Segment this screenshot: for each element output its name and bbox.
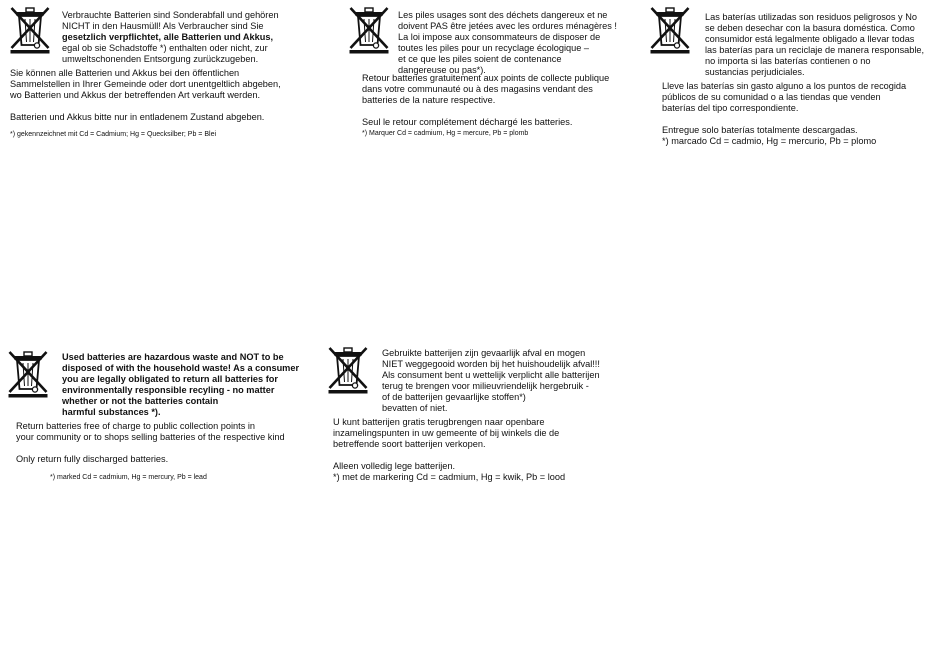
intro-line: harmful substances *). [62,407,161,417]
body-line: Sie können alle Batterien und Akkus bei den öffentlichen [10,68,240,78]
intro-line: Als consument bent u wettelijk verplicht alle batterijen [382,370,600,380]
body-line: Return batteries free of charge to public collection points in [16,421,256,431]
crossed-out-wheelie-bin-icon [8,350,48,398]
intro-line: consumidor está legalmente obligado a llevar todas [705,34,915,44]
intro-line: sustancias perjudiciales. [705,67,805,77]
intro-line: NICHT in den Hausmüll! Als Verbraucher sind Sie [62,21,264,31]
intro-line: umweltschonenden Entsorgung zurückzugeben. [62,54,259,64]
footnote: *) met de markering Cd = cadmium, Hg = kwik, Pb = lood [333,472,566,482]
body-line: wo Batterien und Akkus der betreffenden Art verkauft werden. [10,90,261,100]
body-line: batteries de la nature respective. [362,95,496,105]
intro-line: Gebruikte batterijen zijn gevaarlijk afval en mogen [382,348,586,358]
body-line: Retour batteries gratuitement aux points de collecte publique [362,73,610,83]
crossed-out-wheelie-bin-icon [349,6,389,54]
intro-line: NIET weggegooid worden bij het huishoudelijk afval!!! [382,359,600,369]
intro-line: no importa si las baterías contienen o no [705,56,871,66]
crossed-out-wheelie-bin-icon [10,6,50,54]
intro-line: toutes les piles pour un recyclage écologique – [398,43,590,53]
discharged-note: Entregue solo baterías totalmente descargadas. [662,125,858,135]
intro-line: Used batteries are hazardous waste and NOT to be [62,352,284,362]
intro-line: egal ob sie Schadstoffe *) enthalten oder nicht, zur [62,43,268,53]
crossed-out-wheelie-bin-icon [328,346,368,394]
footnote: *) marcado Cd = cadmio, Hg = mercurio, Pb = plomo [662,136,877,146]
intro-line: se deben desechar con la basura doméstica. Como [705,23,915,33]
intro-line: doivent PAS être jetées avec les ordures ménagères ! [398,21,617,31]
body-line: baterías del tipo correspondiente. [662,103,799,113]
crossed-out-wheelie-bin-icon [650,6,690,54]
discharged-note: Seul le retour complétement déchargé les batteries. [362,117,573,127]
discharged-note: Alleen volledig lege batterijen. [333,461,456,471]
intro-line: et ce que les piles soient de contenance [398,54,562,64]
body-line: dans votre communauté ou à des magasins vendant des [362,84,593,94]
intro-line: disposed of with the household waste! As a consumer [62,363,300,373]
body-line: your community or to shops selling batteries of the respective kind [16,432,285,442]
intro-line: Les piles usages sont des déchets dangereux et ne [398,10,608,20]
intro-line: you are legally obligated to return all batteries for [62,374,278,384]
intro-line: of de batterijen gevaarlijke stoffen*) [382,392,526,402]
footnote: *) Marquer Cd = cadmium, Hg = mercure, Pb = plomb [362,130,529,137]
discharged-note: Only return fully discharged batteries. [16,454,169,464]
intro-line: gesetzlich verpflichtet, alle Batterien und Akkus, [62,32,274,42]
intro-line: Las baterías utilizadas son residuos peligrosos y No [705,12,917,22]
body-line: Sammelstellen in Ihrer Gemeinde oder dort unentgeltlich abgeben, [10,79,281,89]
body-line: U kunt batterijen gratis terugbrengen naar openbare [333,417,545,427]
footnote: *) gekennzeichnet mit Cd = Cadmium; Hg = Quecksilber; Pb = Blei [10,131,217,138]
intro-line: terug te brengen voor milieuvriendelijk hergebruik - [382,381,589,391]
intro-line: La loi impose aux consommateurs de disposer de [398,32,601,42]
intro-line: environmentally responsible recyling - no matter [62,385,275,395]
intro-line: bevatten of niet. [382,403,448,413]
body-line: públicos de su comunidad o a las tiendas que venden [662,92,881,102]
footnote: *) marked Cd = cadmium, Hg = mercury, Pb = lead [50,474,207,481]
intro-line: Verbrauchte Batterien sind Sonderabfall und gehören [62,10,279,20]
intro-line: las baterías para un reciclaje de manera responsable, [705,45,925,55]
discharged-note: Batterien und Akkus bitte nur in entladenem Zustand abgeben. [10,112,265,122]
intro-line: whether or not the batteries contain [62,396,219,406]
body-line: betreffende soort batterijen verkopen. [333,439,486,449]
body-line: Lleve las baterías sin gasto alguno a los puntos de recogida [662,81,907,91]
body-line: inzamelingspunten in uw gemeente of bij winkels die de [333,428,560,438]
intro-line: dangereuse ou pas*). [398,65,486,75]
